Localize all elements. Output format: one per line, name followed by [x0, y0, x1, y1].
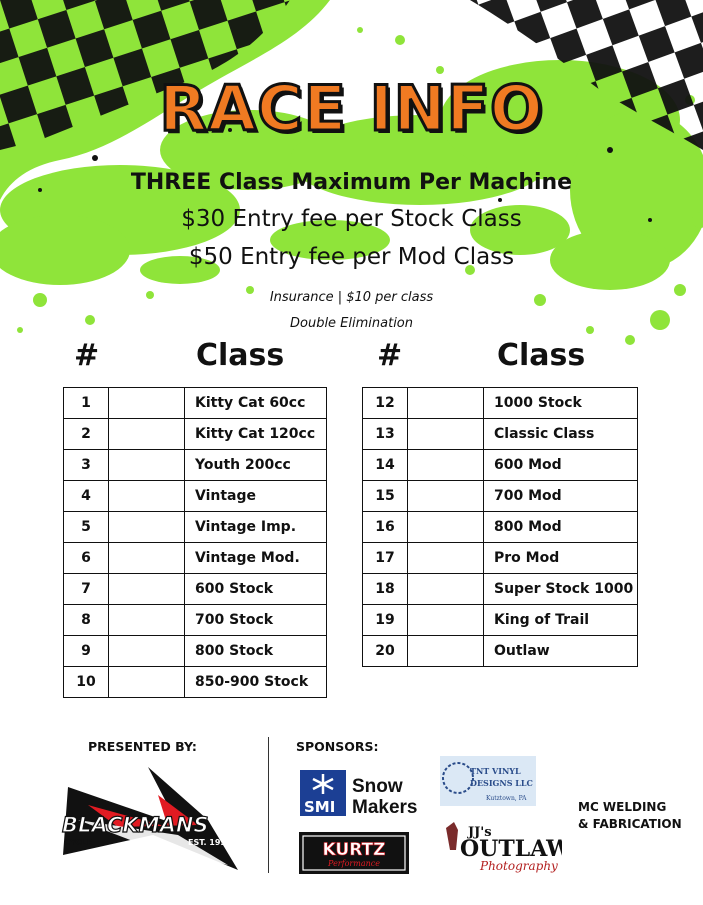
- blank-cell: [408, 605, 484, 636]
- class-row: [64, 667, 327, 698]
- blank-cell: [109, 667, 185, 698]
- class-number: 12: [363, 388, 408, 419]
- class-number: 13: [363, 419, 408, 450]
- class-row: [363, 419, 638, 450]
- blank-cell: [109, 636, 185, 667]
- blank-cell: [408, 419, 484, 450]
- class-number: 16: [363, 512, 408, 543]
- svg-text:JJ's: JJ's: [468, 825, 492, 840]
- svg-text:Makers: Makers: [352, 797, 418, 818]
- blank-cell: [408, 636, 484, 667]
- svg-text:DESIGNS LLC: DESIGNS LLC: [470, 778, 533, 788]
- class-name: Pro Mod: [484, 543, 638, 574]
- svg-text:Photography: Photography: [480, 859, 558, 873]
- blank-cell: [109, 450, 185, 481]
- blank-cell: [109, 481, 185, 512]
- class-table-right: [362, 387, 638, 667]
- class-row: [363, 605, 638, 636]
- class-number: 18: [363, 574, 408, 605]
- kurtz-performance-logo: [299, 832, 409, 874]
- class-number: 15: [363, 481, 408, 512]
- class-name: Classic Class: [484, 419, 638, 450]
- right-num-heading: #: [377, 338, 403, 373]
- svg-text:Kutztown, PA: Kutztown, PA: [486, 795, 527, 802]
- class-name: Vintage: [185, 481, 327, 512]
- class-row: [363, 636, 638, 667]
- class-number: 10: [64, 667, 109, 698]
- class-name: 600 Mod: [484, 450, 638, 481]
- blank-cell: [109, 388, 185, 419]
- class-row: [64, 543, 327, 574]
- class-name: 700 Stock: [185, 605, 327, 636]
- svg-text:Snow: Snow: [352, 776, 403, 797]
- outlaw-photography-logo: [440, 820, 562, 876]
- mc-welding-line1: MC WELDING: [578, 800, 667, 814]
- svg-text:OUTLAW: OUTLAW: [460, 836, 562, 862]
- blank-cell: [408, 574, 484, 605]
- class-number: 4: [64, 481, 109, 512]
- class-name: 1000 Stock: [484, 388, 638, 419]
- blank-cell: [109, 605, 185, 636]
- class-row: [363, 481, 638, 512]
- mod-entry-fee-text: $50 Entry fee per Mod Class: [188, 244, 515, 270]
- class-name: Kitty Cat 60cc: [185, 388, 327, 419]
- class-name: Kitty Cat 120cc: [185, 419, 327, 450]
- class-name: Vintage Imp.: [185, 512, 327, 543]
- class-number: 17: [363, 543, 408, 574]
- class-row: [64, 512, 327, 543]
- smi-snowmakers-logo: [298, 768, 423, 820]
- class-number: 3: [64, 450, 109, 481]
- class-row: [64, 481, 327, 512]
- class-row: [363, 543, 638, 574]
- left-num-heading: #: [74, 338, 100, 373]
- blank-cell: [408, 512, 484, 543]
- svg-text:KURTZ: KURTZ: [322, 840, 386, 860]
- stock-entry-fee-text: $30 Entry fee per Stock Class: [181, 206, 522, 232]
- class-number: 2: [64, 419, 109, 450]
- blank-cell: [109, 543, 185, 574]
- svg-text:EST. 1955: EST. 1955: [188, 838, 232, 847]
- class-number: 1: [64, 388, 109, 419]
- class-number: 6: [64, 543, 109, 574]
- class-row: [363, 512, 638, 543]
- insurance-note: Insurance | $10 per class: [269, 290, 434, 305]
- class-name: 600 Stock: [185, 574, 327, 605]
- svg-text:TNT VINYL: TNT VINYL: [470, 766, 521, 776]
- class-number: 7: [64, 574, 109, 605]
- blank-cell: [408, 450, 484, 481]
- class-number: 19: [363, 605, 408, 636]
- svg-text:CYCLE: CYCLE: [64, 838, 92, 847]
- class-row: [64, 388, 327, 419]
- svg-text:BLACKMANS: BLACKMANS: [62, 813, 209, 837]
- class-row: [363, 450, 638, 481]
- class-row: [64, 419, 327, 450]
- class-name: 850-900 Stock: [185, 667, 327, 698]
- right-class-heading: Class: [497, 338, 586, 373]
- class-row: [64, 450, 327, 481]
- presented-by-label: PRESENTED BY:: [88, 739, 197, 754]
- class-maximum-text: THREE Class Maximum Per Machine: [130, 170, 573, 195]
- class-name: 800 Stock: [185, 636, 327, 667]
- class-name: Outlaw: [484, 636, 638, 667]
- class-number: 9: [64, 636, 109, 667]
- blank-cell: [408, 543, 484, 574]
- class-name: 800 Mod: [484, 512, 638, 543]
- blank-cell: [408, 481, 484, 512]
- svg-text:SMI: SMI: [304, 798, 336, 816]
- class-row: [64, 636, 327, 667]
- class-row: [64, 574, 327, 605]
- class-name: Super Stock 1000: [484, 574, 638, 605]
- tnt-vinyl-designs-logo: [440, 756, 536, 806]
- blackmans-cycle-logo: [58, 765, 248, 875]
- svg-text:Performance: Performance: [328, 859, 380, 868]
- class-name: Vintage Mod.: [185, 543, 327, 574]
- class-row: [363, 574, 638, 605]
- blank-cell: [408, 388, 484, 419]
- left-class-heading: Class: [196, 338, 285, 373]
- class-name: Youth 200cc: [185, 450, 327, 481]
- sponsors-label: SPONSORS:: [296, 739, 379, 754]
- blank-cell: [109, 574, 185, 605]
- class-number: 20: [363, 636, 408, 667]
- class-number: 5: [64, 512, 109, 543]
- blank-cell: [109, 512, 185, 543]
- race-info-title: RACE INFO: [159, 72, 544, 145]
- class-row: [64, 605, 327, 636]
- class-table-left: [63, 387, 327, 698]
- class-name: King of Trail: [484, 605, 638, 636]
- class-row: [363, 388, 638, 419]
- class-number: 8: [64, 605, 109, 636]
- mc-welding-line2: & FABRICATION: [578, 817, 682, 831]
- class-name: 700 Mod: [484, 481, 638, 512]
- class-number: 14: [363, 450, 408, 481]
- footer-divider: [268, 737, 269, 873]
- blank-cell: [109, 419, 185, 450]
- elimination-note: Double Elimination: [289, 316, 414, 331]
